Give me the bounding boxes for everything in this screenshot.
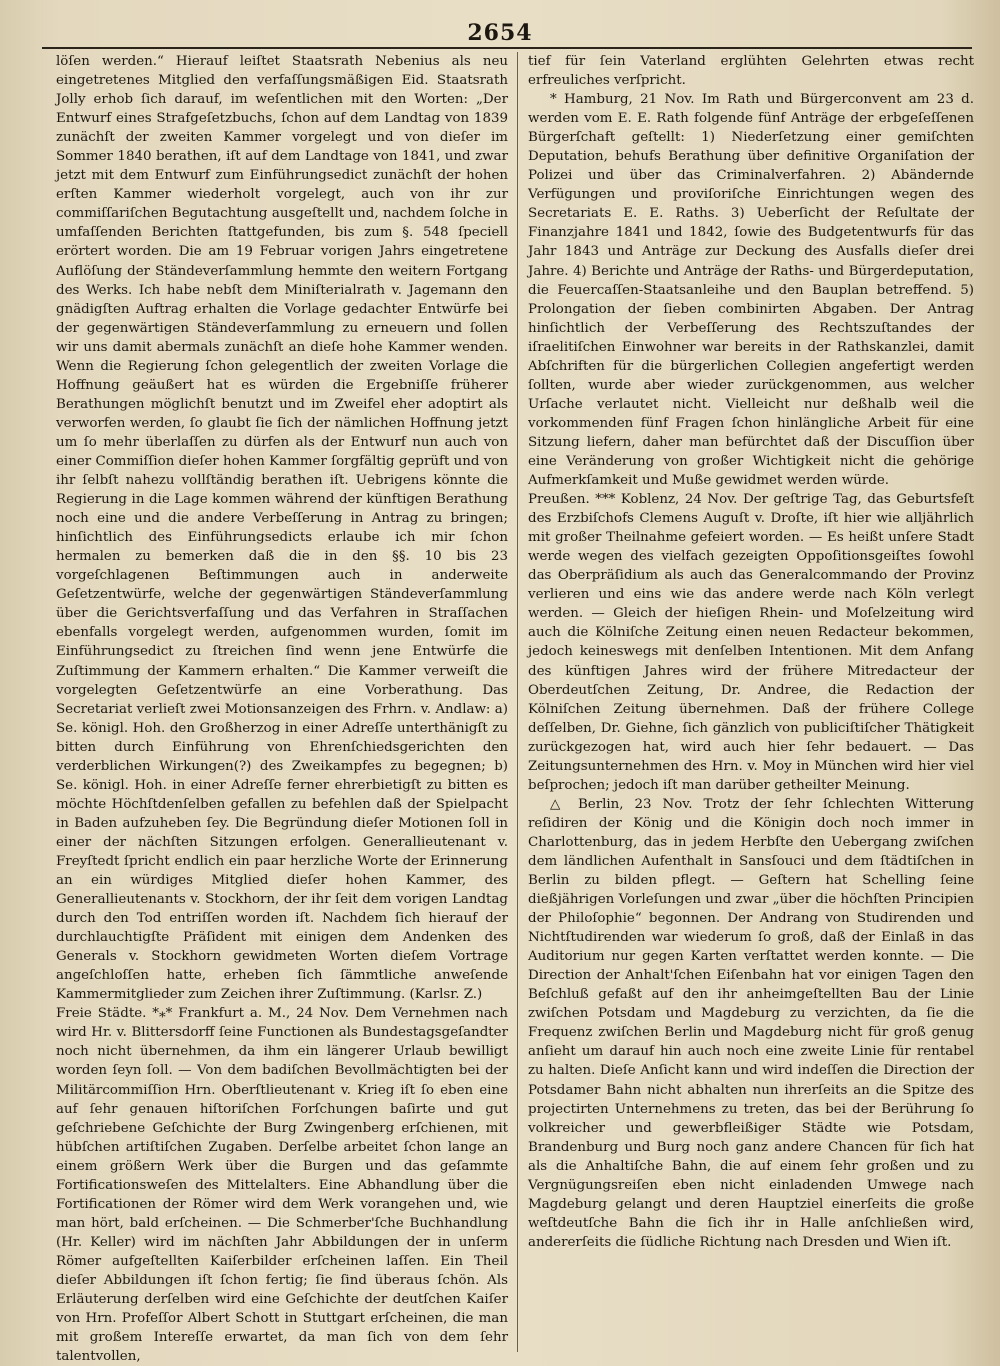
article-koblenz: Preußen. *** Koblenz, 24 Nov. Der geſtrige Tag, das Geburtsfeſt des Erzbiſchofs Clemens Auguſt v. Droſte, iſt hier wie alljährlich mit großer Theilnahme gefeiert worden. — Es heißt unſere Stadt werde wegen des vielfach gezeigten Oppoſitionsgeiſtes ſowohl das Oberpräſidium als auch das Generalcommando der Provinz verlieren und eins wie das andere werde nach Köln verlegt werden. — Gleich der hieſigen Rhein- und Moſelzeitung wird auch die Kölniſche Zeitung einen neuen Redacteur bekommen, jedoch keineswegs mit denſelben Intentionen. Mit dem Anfang des künftigen Jahres wird der frühere Mitredacteur der Oberdeutſchen Zeitung, Dr. Andree, die Redaction der Kölniſchen Zeitung übernehmen. Daß der frühere College deſſelben, Dr. Giehne, ſich gänzlich von publiciſtiſcher Thätigkeit zurückgezogen hat, wird auch hier ſehr bedauert. — Das Zeitungsunternehmen des Hrn. v. Moy in München wird hier viel beſprochen; jedoch iſt man darüber getheilter Meinung. (528, 492, 974, 793)
article-continuation: tief für ſein Vaterland erglühten Gelehrten etwas recht erfreuliches verſpricht. (528, 54, 974, 89)
article-hamburg: * Hamburg, 21 Nov. Im Rath und Bürgerconvent am 23 d. werden vom E. E. Rath folgende fünf Anträge der erbgeſeſſenen Bürgerſchaft geſtellt: 1) Niederſetzung einer gemiſchten Deputation, behufs Berathung über definitive Organiſation der Polizei und über das Criminalverfahren. 2) Abändernde Verfügungen und proviſoriſche Einrichtungen wegen des Secretariats E. E. Raths. 3) Ueberſicht der Reſultate der Finanzjahre 1841 und 1842, ſowie des Budgetentwurfs für das Jahr 1843 und Anträge zur Deckung des Ausfalls dieſer drei Jahre. 4) Berichte und Anträge der Raths- und Bürgerdeputation, die Feuercaſſen-Staatsanleihe und den Bauplan betreffend. 5) Prolongation der ſieben combinirten Abgaben. Der Antrag hinſichtlich der Verbeſſerung des Rechtszuſtandes der iſraelitiſchen Einwohner war bereits in der Rathskanzlei, damit Abſchriften für die bürgerlichen Collegien angefertigt werden ſollten, wurde aber wieder zurückgenommen, aus welcher Urſache verlautet nicht. Vielleicht nur deßhalb weil die vorkommenden fünf Fragen ſchon hinlängliche Arbeit für eine Sitzung liefern, daher man befürchtet daß der Discuſſion über eine Veränderung von großer Wichtigkeit nicht die gehörige Aufmerkſamkeit und Muße gewidmet werden würde. (528, 92, 974, 489)
right-column (528, 52, 974, 1252)
left-column (56, 52, 508, 1366)
page-number: 2654 (467, 20, 533, 46)
article-berlin: △ Berlin, 23 Nov. Trotz der ſehr ſchlechten Witterung reſidiren der König und die Königin doch noch immer in Charlottenburg, das in jedem Herbſte den Uebergang zwiſchen dem ländlichen Aufenthalt in Sansſouci und dem ſtädtiſchen in Berlin zu bilden pflegt. — Geſtern hat Schelling ſeine dießjährigen Vorleſungen und zwar „über die höchſten Principien der Philoſophie“ begonnen. Der Andrang von Studirenden und Nichtſtudirenden war wiederum ſo groß, daß der Einlaß in das Auditorium nur gegen Karten verſtattet werden konnte. — Die Direction der Anhalt'ſchen Eiſenbahn hat vor einigen Tagen den Beſchluß gefaßt auf den ihr anheimgeſtellten Bau der Linie zwiſchen Potsdam und Magdeburg zu verzichten, da ſie die Frequenz zwiſchen Berlin und Magdeburg nicht für groß genug anſieht um darauf hin auch noch eine zweite Linie für rentabel zu halten. Dieſe Anſicht kann und wird indeſſen die Direction der Potsdamer Bahn nicht abhalten nun ihrerſeits an die Spitze des projectirten Unternehmens zu treten, das bei der Berührung ſo volkreicher und gewerbfleißiger Städte wie Potsdam, Brandenburg und Burg noch ganz andere Chancen für ſich hat als die Anhaltiſche Bahn, die auf einem ſehr großen und zu Vergnügungsreiſen eben nicht einladenden Umwege nach Magdeburg gelangt und deren Hauptziel einerſeits die große weſtdeutſche Bahn die ſich ihr in Halle anſchließen wird, andererſeits die ſüdliche Richtung nach Dresden und Wien iſt. (528, 796, 974, 1250)
article-frankfurt: Freie Städte. *⁎* Frankfurt a. M., 24 Nov. Dem Vernehmen nach wird Hr. v. Blittersdorff ſeine Functionen als Bundestagsgeſandter noch nicht übernehmen, da ihm ein längerer Urlaub bewilligt worden ſeyn ſoll. — Von dem badiſchen Bevollmächtigten bei der Militärcommiſſion Hrn. Oberſtlieutenant v. Krieg iſt ſo eben eine auf ſehr genauen hiſtoriſchen Forſchungen baſirte und gut geſchriebene Geſchichte der Burg Zwingenberg erſchienen, mit hübſchen artiſtiſchen Zugaben. Derſelbe arbeitet ſchon lange an einem größern Werk über die Burgen und das geſammte Fortificationsweſen des Mittelalters. Eine Abhandlung über die Fortificationen der Römer wird dem Werk vorangehen und, wie man hört, bald erſcheinen. — Die Schmerber'ſche Buchhandlung (Hr. Keller) wird im nächſten Jahr Abbildungen der in unſerm Römer aufgeſtellten Kaiſerbilder erſcheinen laſſen. Ein Theil dieſer Abbildungen iſt ſchon fertig; ſie ſind überaus ſchön. Als Erläuterung derſelben wird eine Geſchichte der deutſchen Kaiſer von Hrn. Profeſſor Albert Schott in Stuttgart erſcheinen, die man mit großem Intereſſe erwartet, da man ſich von dem ſehr talentvollen, (56, 1006, 508, 1365)
column-divider (517, 52, 518, 1352)
header-rule (42, 47, 972, 49)
article-baden-chamber: löſen werden.“ Hierauf leiſtet Staatsrath Nebenius als neu eingetretenes Mitglied den verfaſſungsmäßigen Eid. Staatsrath Jolly erhob ſich darauf, im weſentlichen mit den Worten: „Der Entwurf eines Strafgeſetzbuchs, ſchon auf dem Landtag von 1839 zunächſt der zweiten Kammer vorgelegt und von dieſer im Sommer 1840 berathen, iſt auf dem Landtage von 1841, und zwar jetzt mit dem Entwurf zum Einführungsedict zunächſt der hohen erſten Kammer wiederholt vorgelegt, auch von ihr zur commiſſariſchen Begutachtung ausgeſtellt und, nachdem ſolche in umfaſſenden Berichten ſtattgefunden, bis zum §. 548 ſpeciell erörtert worden. Die am 19 Februar vorigen Jahrs eingetretene Auflöſung der Ständeverſammlung hemmte den weitern Fortgang des Werks. Ich habe nebſt dem Miniſterialrath v. Jagemann den gnädigſten Auftrag erhalten die Vorlage gedachter Entwürfe bei der gegenwärtigen Ständeverſammlung zu erneuern und ſollen wir uns damit abermals zunächſt an dieſe hohe Kammer wenden. Wenn die Regierung ſchon gelegentlich der zweiten Vorlage die Hoffnung geäußert hat es würden die Ergebniſſe früherer Berathungen möglichſt benutzt und im Zweifel eher adoptirt als verworfen werden, ſo glaubt ſie ſich der nämlichen Hoffnung jetzt um ſo mehr überlaſſen zu dürfen als der Entwurf nun auch von einer Commiſſion dieſer hohen Kammer ſorgfältig geprüft und von ihr ſelbſt nahezu vollſtändig berathen iſt. Uebrigens könnte die Regierung in die Lage kommen während der künftigen Berathung noch eine und die andere Verbeſſerung in Antrag zu bringen; hinſichtlich des Einführungsedicts erlaube ich mir ſchon hermalen zu bemerken daß die in den §§. 10 bis 23 vorgeſchlagenen Beſtimmungen auch in anderweite Geſetzentwürfe, welche der gegenwärtigen Ständeverſammlung über die Gerichtsverfaſſung und das Verfahren in Straſſachen ebenfalls vorgelegt werden, aufgenommen wurden, ſomit im Einführungsedict zu ſtreichen ſind wenn jene Entwürfe die Zuſtimmung der Kammern erhalten.“ Die Kammer verweiſt die vorgelegten Geſetzentwürfe an eine Vorberathung. Das Secretariat verlieſt zwei Motionsanzeigen des Frhrn. v. Andlaw: a) Se. königl. Hoh. den Großherzog in einer Adreſſe unterthänigſt zu bitten durch Einführung von Ehrenſchiedsgerichten den verderblichen Wirkungen(?) des Zweikampfes zu begegnen; b) Se. königl. Hoh. in einer Adreſſe ferner ehrerbietigſt zu bitten es möchte Höchſtdenſelben gefallen zu befehlen daß der Spielpacht in Baden aufzuheben ſey. Die Begründung dieſer Motionen ſoll in einer der nächſten Sitzungen erfolgen. Generallieutenant v. Freyſtedt ſpricht endlich ein paar herzliche Worte der Erinnerung an ein würdiges Mitglied dieſer hohen Kammer, des Generallieutenants v. Stockhorn, der ihr ſeit dem vorigen Landtag durch den Tod entriſſen worden iſt. Nachdem ſich hierauf der durchlauchtigſte Präſident mit einigen dem Andenken des Generals v. Stockhorn gewidmeten Worten dieſem Vortrage angeſchloſſen hatte, erheben ſich ſämmtliche anweſende Kammermitglieder zum Zeichen ihrer Zuſtimmung. (Karlsr. Z.) (56, 54, 508, 1003)
